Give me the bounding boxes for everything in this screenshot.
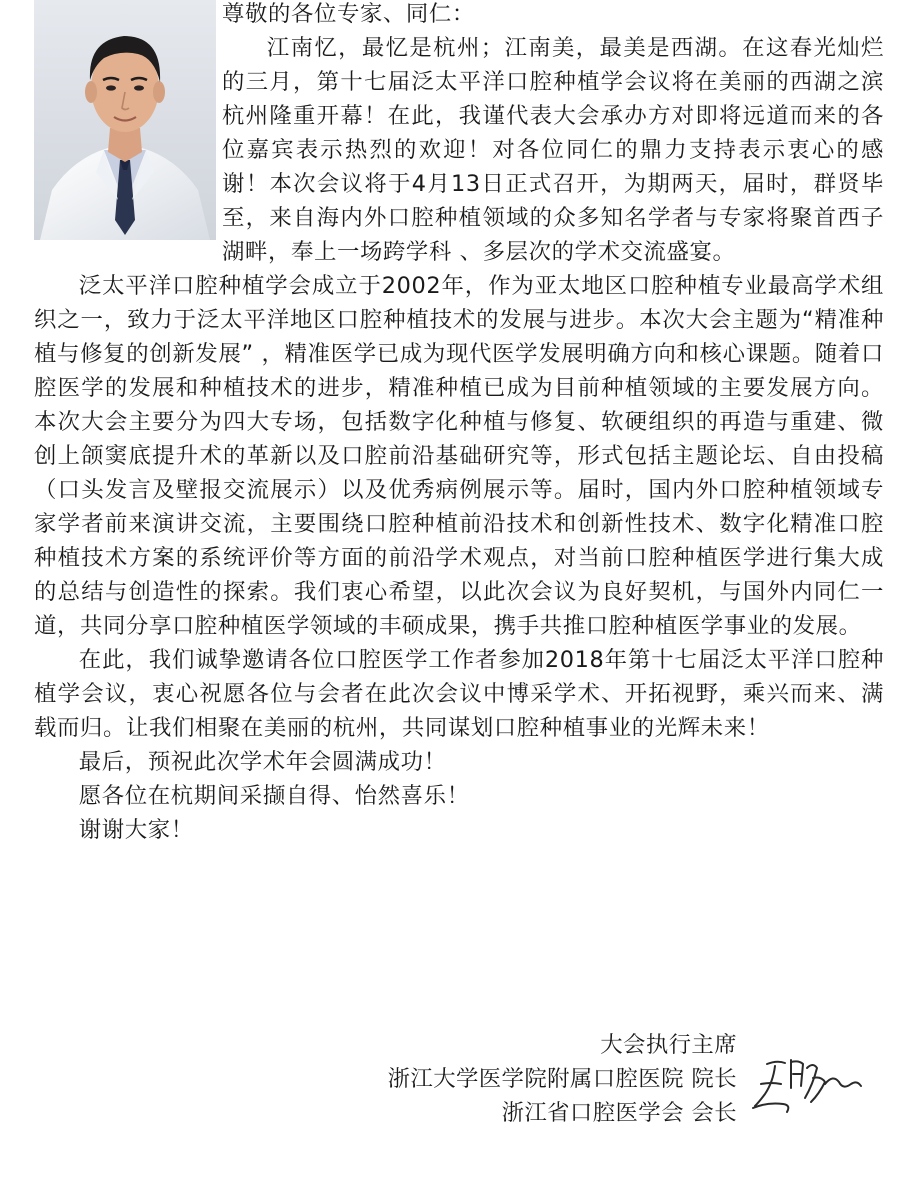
signature-block [388, 1028, 737, 1130]
paragraph-3: 在此，我们诚挚邀请各位口腔医学工作者参加2018年第十七届泛太平洋口腔种植学会议，衷心祝愿各位与会者在此次会议中博采学术、开拓视野，乘兴而来、满载而归。让我们相聚在美丽的杭州，共同谋划口腔种植事业的光辉未来！ [34, 647, 884, 741]
paragraph-1: 江南忆，最忆是杭州；江南美，最美是西湖。在这春光灿烂的三月，第十七届泛太平洋口腔种植学会议将在美丽的西湖之滨杭州隆重开幕！在此，我谨代表大会承办方对即将远道而来的各位嘉宾表示热烈的欢迎！对各位同仁的鼎力支持表示衷心的感谢！本次会议将于4月13日正式召开，为期两天，届时，群贤毕至，来自海内外口腔种植领域的众多知名学者与专家将聚首西子湖畔，奉上一场跨学科 、多层次的学术交流盛宴。 [222, 35, 884, 265]
salutation: 尊敬的各位专家、同仁： [222, 1, 475, 27]
paragraph-2: 泛太平洋口腔种植学会成立于2002年，作为亚太地区口腔种植专业最高学术组织之一，致力于泛太平洋地区口腔种植技术的发展与进步。本次大会主题为“精准种植与修复的创新发展” ，精准医学已成为现代医学发展明确方向和核心课题。随着口腔医学的发展和种植技术的进步，精准种植已成为目前种植领域的主要发展方向。本次大会主要分为四大专场，包括数字化种植与修复、软硬组织的再造与重建、微创上颌窦底提升术的革新以及口腔前沿基础研究等，形式包括主题论坛、自由投稿（口头发言及壁报交流展示）以及优秀病例展示等。届时，国内外口腔种植领域专家学者前来演讲交流，主要围绕口腔种植前沿技术和创新性技术、数字化精准口腔种植技术方案的系统评价等方面的前沿学术观点，对当前口腔种植医学进行集大成的总结与创造性的探索。我们衷心希望，以此次会议为良好契机，与国外内同仁一道，共同分享口腔种植医学领域的丰硕成果，携手共推口腔种植医学事业的发展。 [34, 273, 884, 639]
letter-body [34, 0, 884, 847]
signer-affiliation-2: 浙江省口腔医学会 会长 [501, 1100, 737, 1126]
closing-line-2: 愿各位在杭期间采撷自得、怡然喜乐！ [78, 783, 470, 809]
signer-affiliation-1: 浙江大学医学院附属口腔医院 院长 [387, 1066, 737, 1092]
closing-line-3: 谢谢大家！ [78, 817, 194, 843]
signer-role: 大会执行主席 [600, 1032, 737, 1058]
photo-spacer [34, 0, 222, 238]
handwritten-signature [747, 1054, 867, 1124]
closing-line-1: 最后，预祝此次学术年会圆满成功！ [78, 749, 447, 775]
